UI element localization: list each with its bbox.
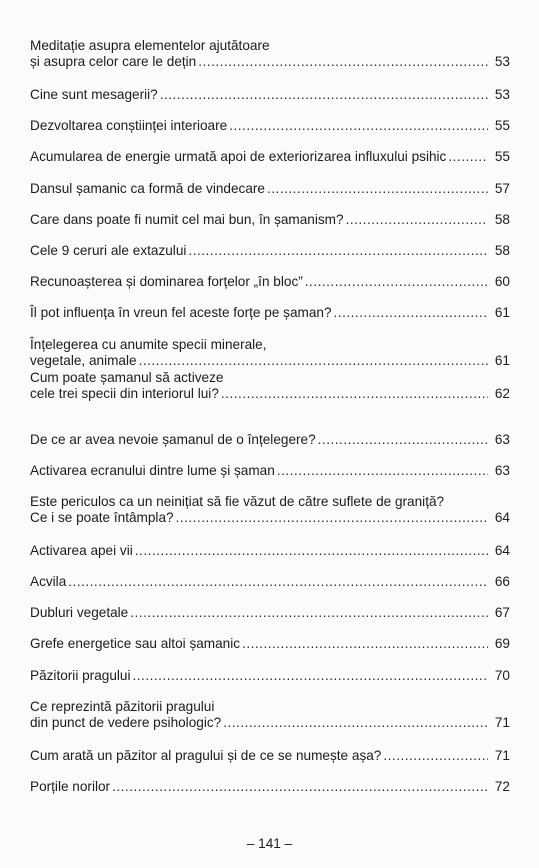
toc-entry-title: Păzitorii pragului [30,668,131,683]
dot-leader [133,668,489,684]
toc-entry-line [30,274,510,290]
toc-entry [30,337,510,369]
toc-entry [30,463,510,479]
toc-entry [30,779,510,795]
toc-entry-line [30,386,510,402]
toc-entry-title: Dansul șamanic ca formă de vindecare [30,181,265,196]
toc-entry-line [30,181,510,197]
dot-leader [346,212,488,228]
toc-entry [30,149,510,165]
toc-entry-line [30,38,510,54]
toc-entry [30,668,510,684]
toc-entry-line [30,668,510,684]
toc-page-number: 53 [494,87,510,102]
toc-page-number: 72 [494,779,510,794]
toc-entry-line [30,212,510,228]
toc-page-number: 70 [494,668,510,683]
toc-entry-line [30,543,510,559]
toc-page-number: 64 [494,510,510,525]
toc-entry-line [30,305,510,321]
toc-entry-title: Recunoașterea și dominarea forțelor „în bloc” [30,274,303,289]
toc-entry-line [30,699,510,715]
toc-entry-line [30,605,510,621]
toc-entry-title: Meditație asupra elementelor ajutătoare [30,38,270,53]
dot-leader [139,353,488,369]
dot-leader [68,574,488,590]
dot-leader [318,432,488,448]
toc-page-number: 58 [494,243,510,258]
toc-entry-title: Ce reprezintă păzitorii pragului [30,699,215,714]
toc-entry-title: și asupra celor care le dețin [30,54,197,69]
toc-entry-title: Ce i se poate întâmpla? [30,510,174,525]
toc-entry-line [30,494,510,510]
toc-entry-title: cele trei specii din interiorul lui? [30,386,219,401]
toc-entry [30,212,510,228]
toc-page-number: 71 [494,748,510,763]
toc-entry-line [30,715,510,731]
toc-page-number: 53 [494,54,510,69]
toc-entry-title: Este periculos ca un neinițiat să fie văzut de către suflete de graniță? [30,494,445,509]
dot-leader [277,463,488,479]
toc-entry [30,748,510,764]
dot-leader [198,54,488,70]
toc-entry-title: Acvila [30,574,67,589]
toc-entry-line [30,636,510,652]
toc-page-number: 69 [494,636,510,651]
toc-page-number: 64 [494,543,510,558]
toc-entry-line [30,243,510,259]
toc-entry-line [30,337,510,353]
toc-page-number: 58 [494,212,510,227]
toc-entry-title: Acumularea de energie urmată apoi de exteriorizarea influxului psihic [30,149,447,164]
toc-entry [30,118,510,134]
toc-entry-title: Care dans poate fi numit cel mai bun, în șamanism? [30,212,344,227]
toc-page-number: 62 [494,386,510,401]
toc-entry-title: Dubluri vegetale [30,605,129,620]
toc-entry [30,305,510,321]
toc-entry-line [30,149,510,165]
toc-entry-title: Grefe energetice sau altoi șamanic [30,636,241,651]
toc-entry [30,38,510,70]
dot-leader [267,181,488,197]
toc-entry-line [30,574,510,590]
dot-leader [135,543,488,559]
dot-leader [176,510,488,526]
dot-leader [448,149,488,165]
toc-entry-line [30,748,510,764]
toc-entry-line [30,463,510,479]
toc-page-number: 55 [494,118,510,133]
toc-entry-line [30,779,510,795]
page-number: – 141 – [246,836,293,851]
toc-page-number: 63 [494,463,510,478]
toc-entry [30,274,510,290]
toc-entry [30,636,510,652]
toc-page-number: 61 [494,353,510,368]
toc-entry [30,87,510,103]
toc-entry [30,181,510,197]
dot-leader [383,748,488,764]
toc-entry-title: vegetale, animale [30,353,137,368]
toc-entry-line [30,510,510,526]
dot-leader [160,87,488,103]
toc-entry [30,494,510,526]
dot-leader [221,386,488,402]
toc-entry-title: Porțile norilor [30,779,111,794]
toc-entry-line [30,87,510,103]
toc-page-number: 55 [494,149,510,164]
toc-page-number: 63 [494,432,510,447]
dot-leader [112,779,488,795]
toc-entry-title: Îl pot influența în vreun fel aceste forțe pe șaman? [30,305,332,320]
dot-leader [188,243,488,259]
toc-entry [30,574,510,590]
toc-entry-title: Cele 9 ceruri ale extazului [30,243,187,258]
toc-entry-line [30,370,510,386]
toc-entry-title: Cum arată un păzitor al pragului și de ce se numește așa? [30,748,382,763]
toc-entry [30,243,510,259]
toc-entry-title: De ce ar avea nevoie șamanul de o înțelegere? [30,432,316,447]
toc-entry-line [30,54,510,70]
toc-entry-line [30,432,510,448]
toc-entry-line [30,353,510,369]
toc-entry [30,370,510,402]
toc-entry-title: Activarea ecranului dintre lume și șaman [30,463,275,478]
toc-entry-title: Activarea apei vii [30,543,133,558]
dot-leader [130,605,488,621]
toc-page-number: 71 [494,715,510,730]
toc-entry [30,543,510,559]
toc-page-number: 61 [494,305,510,320]
dot-leader [229,118,488,134]
toc-entry [30,432,510,448]
toc-entry-title: Înțelegerea cu anumite specii minerale, [30,337,267,352]
toc-entry [30,605,510,621]
toc-page-number: 60 [494,274,510,289]
dot-leader [334,305,488,321]
toc-entry-title: Cum poate șamanul să activeze [30,370,224,385]
toc-page-number: 66 [494,574,510,589]
toc-page-number: 57 [494,181,510,196]
toc-entry [30,699,510,731]
toc-entry-title: Cine sunt mesagerii? [30,87,158,102]
toc-entry-line [30,118,510,134]
dot-leader [305,274,488,290]
toc-page-number: 67 [494,605,510,620]
dot-leader [242,636,488,652]
toc-entry-title: din punct de vedere psihologic? [30,715,222,730]
dot-leader [223,715,488,731]
toc-entry-title: Dezvoltarea conștiinței interioare [30,118,228,133]
